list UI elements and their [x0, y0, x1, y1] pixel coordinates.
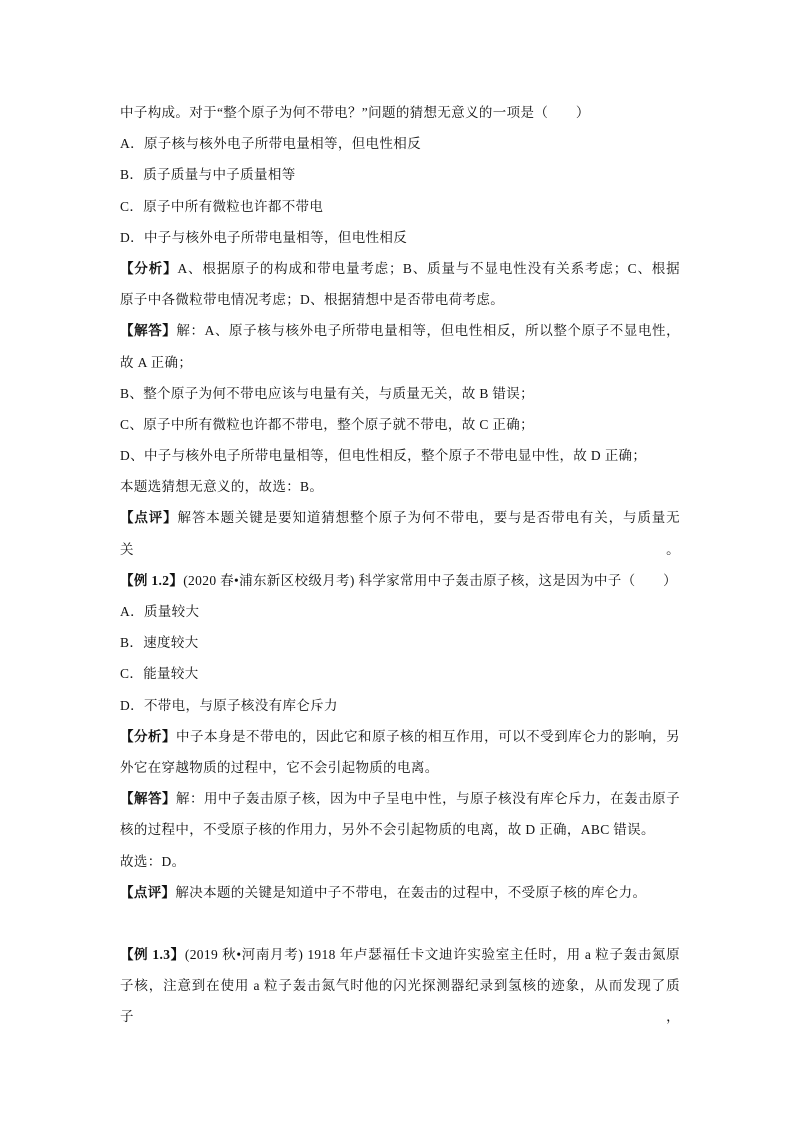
option-a: A．质量较大: [120, 604, 200, 619]
example-1-2: [120, 565, 680, 908]
page-content: [120, 97, 681, 1025]
comment-text: 解答本题关键是要知道猜想整个原子为何不带电，要与是否带电有关，与质量无关。: [120, 510, 681, 557]
option-a: A．原子核与核外电子所带电量相等，但电性相反: [120, 136, 421, 152]
question-stem-line: 子核，注意到在使用 a 粒子轰击氮气时他的闪光探测器纪录到氢核的迹象，从而发现了质子，: [120, 978, 680, 1025]
option-c: C．能量较大: [120, 666, 199, 682]
analysis-text: A、根据原子的构成和带电量考虑；B、质量与不显电性没有关系考虑；C、根据: [177, 260, 681, 276]
comment-text: 解决本题的关键是知道中子不带电，在轰击的过程中，不受原子核的库仑力。: [175, 884, 647, 900]
question-stem-text: (2019 秋•河南月考) 1918 年卢瑟福任卡文迪许实验室主任时，用 a 粒子轰击氮原: [184, 947, 680, 963]
analysis-line: 外它在穿越物质的过程中，它不会引起物质的电离。: [120, 759, 439, 775]
solution-line: D、中子与核外电子所带电量相等，但电性相反，整个原子不带电显中性，故 D 正确；: [120, 448, 647, 464]
solution-line: 核的过程中，不受原子核的作用力，另外不会引起物质的电离，故 D 正确，ABC 错误。: [120, 822, 655, 838]
option-d: D．中子与核外电子所带电量相等，但电性相反: [120, 229, 408, 245]
analysis-line: [120, 721, 680, 752]
solution-label: 【解答】: [120, 791, 177, 807]
solution-line: [120, 783, 680, 814]
analysis-line: 原子中各微粒带电情况考虑；D、根据猜想中是否带电荷考虑。: [120, 292, 505, 308]
section-spacer: [120, 908, 680, 939]
comment-line: [120, 877, 680, 908]
solution-line: C、原子中所有微粒也许都不带电，整个原子就不带电，故 C 正确；: [120, 416, 534, 432]
solution-line: 故选：D。: [120, 853, 186, 869]
option-d: D．不带电，与原子核没有库仑斥力: [120, 697, 338, 713]
question-stem: 中子构成。对于“整个原子为何不带电？”问题的猜想无意义的一项是（ ）: [120, 105, 590, 120]
analysis-text: 中子本身是不带电的，因此它和原子核的相互作用，可以不受到库仑力的影响，另: [176, 728, 680, 744]
solution-line: B、整个原子为何不带电应该与电量有关，与质量无关，故 B 错误；: [120, 385, 534, 401]
solution-line: 故 A 正确；: [120, 354, 193, 370]
analysis-line: [120, 253, 680, 284]
comment-label: 【点评】: [120, 510, 178, 526]
analysis-label: 【分析】: [120, 260, 178, 276]
solution-label: 【解答】: [120, 323, 177, 339]
solution-line: [120, 315, 680, 346]
question-stem-text: (2020 春•浦东新区校级月考) 科学家常用中子轰击原子核，这是因为中子（ ）: [183, 572, 678, 588]
example-1-3: [120, 939, 680, 1025]
comment-label: 【点评】: [120, 884, 176, 900]
question-stem: [120, 565, 680, 596]
example-label: 【例 1.3】: [120, 947, 185, 963]
option-c: C．原子中所有微粒也许都不带电: [120, 198, 324, 214]
option-b: B．质子质量与中子质量相等: [120, 167, 296, 183]
option-b: B．速度较大: [120, 635, 199, 651]
solution-line: 本题选猜想无意义的，故选：B。: [120, 479, 324, 495]
example-1-1: [120, 97, 681, 557]
example-label: 【例 1.2】: [120, 572, 184, 588]
solution-text: 解：用中子轰击原子核，因为中子呈电中性，与原子核没有库仑斥力，在轰击原子: [176, 791, 680, 807]
analysis-label: 【分析】: [120, 728, 177, 744]
solution-text: 解：A、原子核与核外电子所带电量相等，但电性相反，所以整个原子不显电性，: [176, 323, 680, 339]
comment-line: [120, 502, 681, 557]
question-stem: [120, 939, 680, 970]
